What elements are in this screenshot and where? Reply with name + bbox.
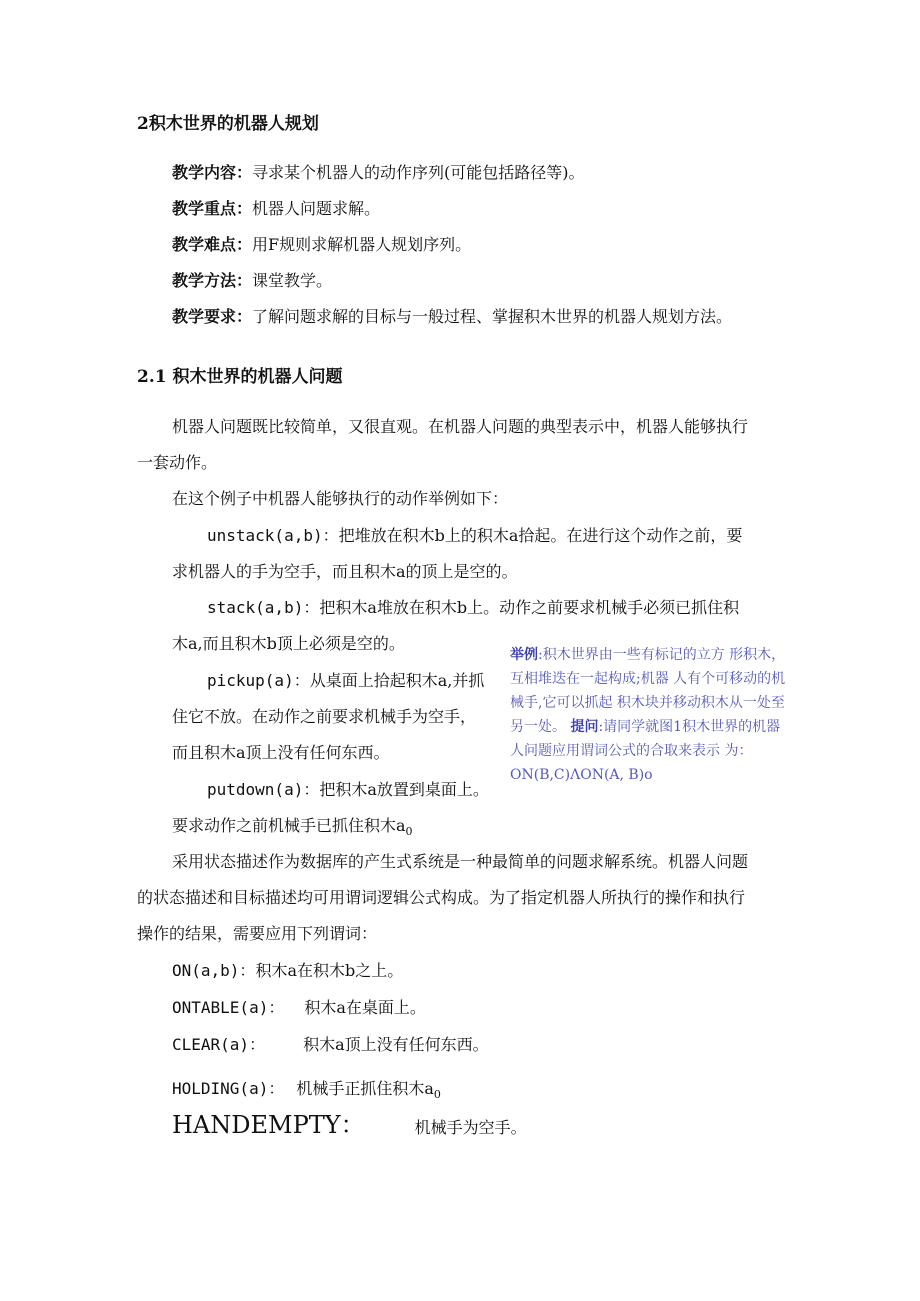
predicate-text: 机械手为空手。: [414, 1118, 527, 1137]
action-unstack: [207, 524, 742, 548]
meta-text: 机器人问题求解。: [252, 199, 381, 218]
action-putdown: [207, 778, 489, 802]
subsection-title: 2.1 积木世界的机器人问题: [137, 367, 343, 387]
action-stack-cont: 木a,而且积木b顶上必须是空的。: [172, 634, 405, 653]
predicate-text: 机械手正抓住积木a: [296, 1079, 434, 1098]
predicate-handempty: [172, 1113, 527, 1140]
meta-method: [172, 269, 332, 293]
para1-line1: 机器人问题既比较简单，又很直观。在机器人问题的典型表示中，机器人能够执行: [172, 417, 749, 436]
action-text: 把积木a放置到桌面上。: [319, 780, 489, 799]
predicate-ontable: [172, 996, 426, 1020]
action-pickup-cont2: 而且积木a顶上没有任何东西。: [172, 743, 390, 762]
predicate-code: CLEAR(a)：: [172, 1035, 266, 1054]
meta-content: [172, 161, 585, 185]
section-title: 2积木世界的机器人规划: [137, 114, 319, 134]
para1-line2: 一套动作。: [137, 453, 218, 472]
meta-text: 用F规则求解机器人规划序列。: [252, 235, 472, 254]
meta-text: 了解问题求解的目标与一般过程、掌握积木世界的机器人规划方法。: [252, 307, 733, 326]
action-pickup: [207, 669, 484, 693]
action-code: putdown(a)：: [207, 780, 320, 799]
predicate-clear: [172, 1033, 489, 1057]
action-code: pickup(a)：: [207, 671, 310, 690]
action-text: 把堆放在积木b上的积木a拾起。在进行这个动作之前，要: [338, 526, 743, 545]
action-text: 从桌面上拾起积木a,并抓: [309, 671, 485, 690]
predicate-code: ONTABLE(a)：: [172, 998, 285, 1017]
action-putdown-cont: [172, 814, 413, 844]
predicate-text: 积木a在积木b之上。: [255, 961, 404, 980]
meta-text: 寻求某个机器人的动作序列(可能包括路径等)。: [252, 163, 585, 182]
para3-line2: 的状态描述和目标描述均可用谓词逻辑公式构成。为了指定机器人所执行的操作和执行: [137, 888, 746, 907]
meta-label: 教学内容：: [172, 163, 253, 182]
meta-label: 教学方法：: [172, 271, 253, 290]
note-text-question: :请同学就图1积木世界的机器 人问题应用谓词公式的合取来表示 为：ON(B,C)ΛON(A, B)o: [510, 719, 781, 783]
action-pickup-cont1: 住它不放。在动作之前要求机械手为空手，: [172, 707, 477, 726]
predicate-text: 积木a顶上没有任何东西。: [303, 1035, 489, 1054]
predicate-code: HANDEMPTY：: [172, 1111, 365, 1139]
action-text: 要求动作之前机械手已抓住积木a: [172, 816, 406, 835]
side-note: [510, 643, 790, 787]
para3-line1: 采用状态描述作为数据库的产生式系统是一种最简单的问题求解系统。机器人问题: [172, 852, 749, 871]
predicate-code: HOLDING(a)：: [172, 1079, 285, 1098]
predicate-code: ON(a,b)：: [172, 961, 256, 980]
para2: 在这个例子中机器人能够执行的动作举例如下：: [172, 489, 509, 508]
para3-line3: 操作的结果，需要应用下列谓词：: [137, 924, 378, 943]
predicate-text: 积木a在桌面上。: [304, 998, 426, 1017]
predicate-holding: [172, 1077, 441, 1107]
predicate-on: [172, 959, 403, 983]
meta-label: 教学要求：: [172, 307, 253, 326]
meta-focus: [172, 197, 380, 221]
subscript: 0: [433, 1088, 441, 1102]
action-text: 把积木a堆放在积木b上。动作之前要求机械手必须已抓住积: [319, 598, 740, 617]
note-text-example: :积木世界由一些有标记的立方 形积木，互相堆迭在一起构成;机器 人有个可移动的机械手,它可以抓起 积木块并移动积木从一处至另一处。: [510, 647, 786, 735]
meta-difficulty: [172, 233, 471, 257]
meta-label: 教学重点：: [172, 199, 253, 218]
action-unstack-cont: 求机器人的手为空手，而且积木a的顶上是空的。: [172, 562, 518, 581]
action-stack: [207, 596, 739, 620]
note-label-example: 举例: [510, 647, 538, 663]
meta-text: 课堂教学。: [252, 271, 333, 290]
subscript: 0: [405, 825, 413, 839]
note-label-question: 提问: [570, 719, 599, 735]
meta-requirement: [172, 305, 732, 329]
action-code: stack(a,b)：: [207, 598, 320, 617]
meta-label: 教学难点：: [172, 235, 253, 254]
action-code: unstack(a,b)：: [207, 526, 339, 545]
